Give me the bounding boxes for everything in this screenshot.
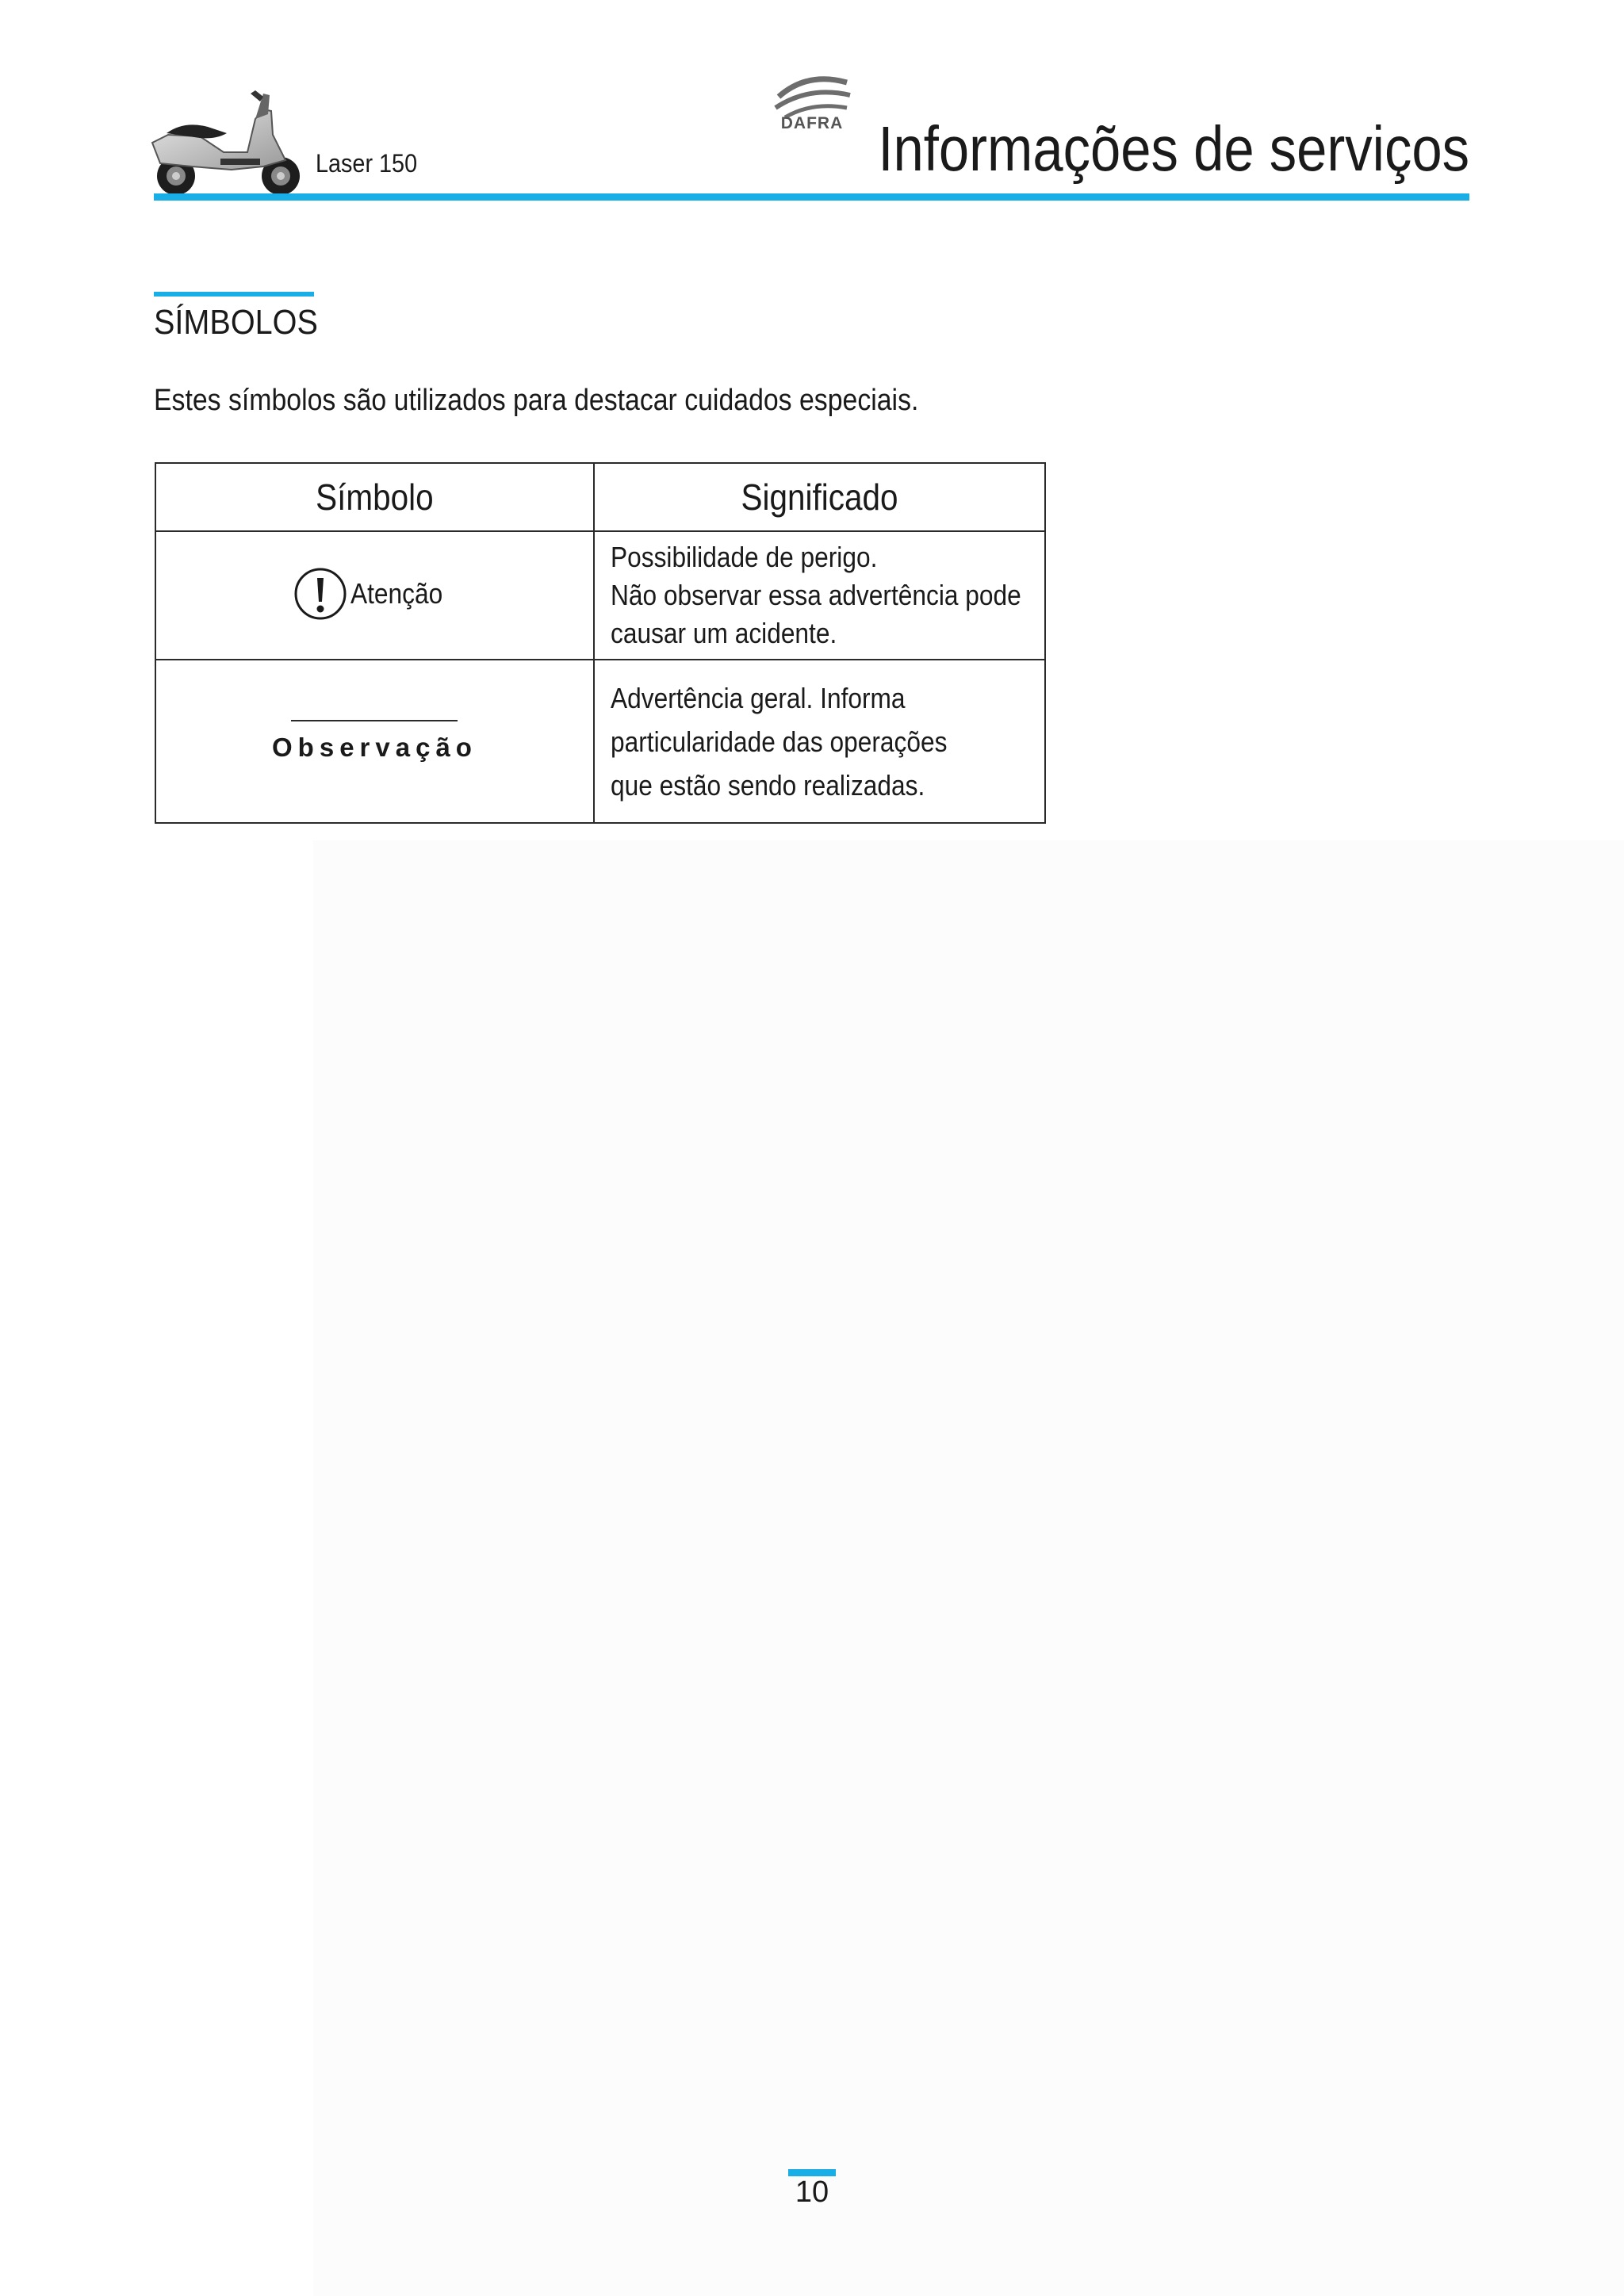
table-row [155, 531, 1045, 660]
table-header-row [155, 463, 1045, 531]
model-name: Laser 150 [316, 149, 418, 178]
observation-label: Observação [272, 733, 477, 762]
header-meaning-label: Significado [741, 476, 898, 518]
meaning-cell [594, 531, 1045, 660]
symbols-table [155, 462, 1046, 824]
meaning-cell [594, 660, 1045, 823]
header-divider [154, 193, 1469, 201]
symbol-cell [155, 660, 594, 823]
attention-symbol [293, 567, 455, 621]
meaning-line: Advertência geral. Informa [611, 681, 906, 714]
meaning-line: Possibilidade de perigo. [611, 541, 878, 573]
meaning-line: que estão sendo realizadas. [611, 768, 925, 802]
meaning-line: causar um acidente. [611, 617, 837, 649]
symbol-cell [155, 531, 594, 660]
page-background [313, 840, 1624, 2296]
header-symbol-label: Símbolo [316, 476, 434, 518]
scooter-image [144, 87, 307, 198]
meaning-line: Não observar essa advertência pode [611, 579, 1021, 611]
section-accent-bar [154, 292, 314, 297]
header-symbol [155, 463, 594, 531]
observation-symbol [272, 720, 477, 763]
observation-rule [291, 720, 458, 721]
page-number: 10 [795, 2175, 829, 2209]
exclamation-circle-icon [293, 567, 347, 621]
table-row [155, 660, 1045, 823]
meaning-line: particularidade das operações [611, 725, 948, 758]
header-meaning [594, 463, 1045, 531]
page-header-title: Informações de serviços [878, 113, 1469, 184]
attention-label: Atenção [350, 576, 443, 610]
logo-text: DAFRA [780, 114, 844, 132]
intro-paragraph: Estes símbolos são utilizados para destacar cuidados especiais. [154, 384, 919, 417]
section-title: SÍMBOLOS [154, 303, 318, 342]
